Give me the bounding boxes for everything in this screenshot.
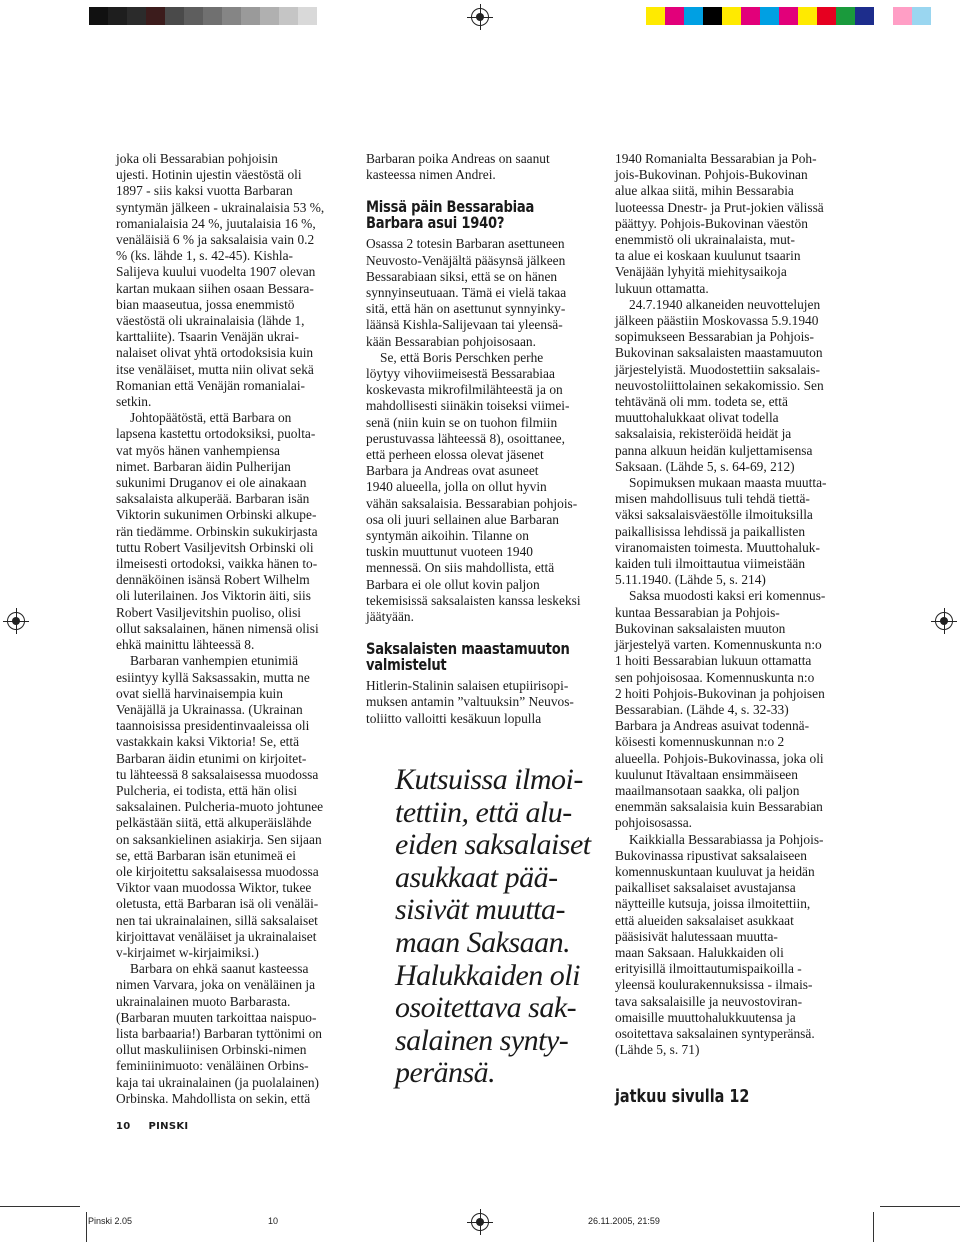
text-line: Bessarabiaan siksi, että se on hänen	[366, 268, 558, 284]
text-line: Barbara on ehkä saanut kasteessa	[130, 961, 309, 977]
text-line: pääsisivät halutessaan muutta-	[615, 928, 778, 944]
text-line: Kaikkialla Bessarabiassa ja Pohjois-	[629, 831, 824, 847]
text-line: että perheen elossa olevat jäsenet	[366, 447, 544, 463]
text-line: asukkaat pää-	[395, 860, 558, 894]
text-line: vähän saksalaisia. Bessarabian pohjois-	[366, 495, 578, 511]
text-line: läänsä Kishla-Salijevaan tai yleensä-	[366, 317, 563, 333]
color-swatch	[298, 7, 317, 25]
text-line: taannoisissa presidentinvaaleissa oli	[116, 718, 310, 734]
text-line: % (ks. lähde 1, s. 42-45). Kishla-	[116, 248, 294, 264]
text-line: Barbaran poika Andreas on saanut	[366, 151, 550, 166]
text-line: saksalaista alkuperää. Barbaran isän	[116, 491, 310, 507]
color-swatch	[222, 7, 241, 25]
text-line: luoteessa Dnestr- ja Prut-jokien välissä	[615, 199, 824, 215]
text-line: lista barbaaria!) Barbaran tyttönimi on	[116, 1025, 322, 1041]
text-line: tekemisissä saksalaisten kanssa leskeksi	[366, 592, 581, 608]
text-line: nimet. Barbaran äidin Pulherijan	[116, 458, 291, 474]
text-line: erityisillä ilmoittautumispaikoilla -	[615, 961, 802, 977]
text-line: venäläisiä 6 % ja saksalaisia vain 0.2	[116, 232, 315, 248]
text-line: ollut maskuliinisen Orbinski-nimen	[116, 1042, 307, 1058]
text-line: on saksankielinen asiakirja. Sen sijaan	[116, 831, 322, 847]
text-line: Orbinska. Mahdollista on sekin, että	[116, 1090, 311, 1106]
text-line: Viktor vaan muodossa Wiktor, tukee	[116, 880, 312, 896]
text-line: se, että Barbaran isän etunimeä ei	[116, 847, 296, 863]
text-line: Bukovinassa ripustivat saksalaiseen	[615, 847, 807, 863]
text-line: Neuvosto-Venäjältä pääsynsä jälkeen	[366, 252, 566, 268]
color-bar-right	[646, 7, 931, 25]
pull-quote	[395, 764, 600, 1090]
section-heading-2: Saksalaisten maastamuuton valmistelut	[366, 639, 570, 675]
text-line: enemmän saksalaisia kuin Bessarabian	[615, 799, 823, 815]
text-line: kartan mukaan siihen osaan Bessara-	[116, 280, 314, 296]
text-line: sitä, että hän on asettunut synnyinky-	[366, 301, 566, 317]
text-line: pohjoisosassa.	[615, 815, 692, 831]
text-line: 1897 - siis kaksi vuotta Barbaran	[116, 183, 293, 199]
text-line: toliitto valloitti kesäkuun lopulla	[366, 710, 542, 726]
color-swatch	[760, 7, 779, 25]
text-line: kaja tai ukrainalainen (ja puolalainen)	[116, 1074, 319, 1090]
color-swatch	[893, 7, 912, 25]
text-line: järjestelyä varten. Komennuskunta n:o	[615, 637, 822, 653]
text-line: romanialaisia 24 %, juutalaisia 16 %,	[116, 215, 316, 231]
text-line: Bessarabian. (Lähde 4, s. 32-33)	[615, 701, 789, 717]
text-line: kuulunut Itävaltaan ensimmäiseen	[615, 766, 798, 782]
text-line: jälkeen päästiin Moskovassa 5.9.1940	[615, 313, 819, 329]
trim-mark	[86, 1212, 87, 1242]
color-swatch	[741, 7, 760, 25]
text-line: 1940 alueella, jolla on ollut hyvin	[366, 479, 547, 495]
trim-mark	[880, 1206, 960, 1207]
text-line: nimen Varvara, joka on venäläinen ja	[116, 977, 316, 993]
text-line: maan Saksaan.	[395, 925, 571, 959]
text-line: paikallisissa lehdissä ja paikallisten	[615, 523, 806, 539]
text-line: syntymän aikoihin. Tilanne on	[366, 528, 529, 544]
color-swatch	[684, 7, 703, 25]
text-line: omaisille muuttohalukkuutensa ja	[615, 1009, 796, 1025]
text-line: Saksaan. (Lähde 5, s. 64-69, 212)	[615, 458, 795, 474]
registration-mark-top-icon	[471, 8, 489, 26]
text-line: komennuskuntaan kuuluvat ja heidän	[615, 863, 815, 879]
text-line: Romanian että Venäjän romanialai-	[116, 377, 306, 393]
text-line: (Lähde 5, s. 71)	[615, 1042, 700, 1058]
color-swatch	[108, 7, 127, 25]
text-line: yleensä koulurakennuksissa - ilmais-	[615, 977, 813, 993]
text-line: (Barbaran muuten tarkoittaa naispuo-	[116, 1009, 317, 1025]
color-swatch	[836, 7, 855, 25]
slug-date: 26.11.2005, 21:59	[588, 1216, 660, 1226]
text-line: kaiden tuli ilmoittautua viimeistään	[615, 556, 806, 572]
color-swatch	[241, 7, 260, 25]
text-line: 24.7.1940 alkaneiden neuvottelujen	[629, 296, 821, 312]
text-line: järjestelyistä. Muodostettiin saksalais-	[615, 361, 820, 377]
text-line: v-kirjaimet w-kirjaimiksi.)	[116, 944, 259, 960]
text-line: väestöstä oli ukrainalaisia (lähde 1,	[116, 313, 305, 329]
magazine-title: PINSKI	[148, 1121, 189, 1132]
text-line: maailmansotaan saakka, oli paljon	[615, 782, 800, 798]
text-line: väksi saksalaisväestölle ilmoituksilla	[615, 507, 813, 523]
text-line: pelkästään siitä, että alkuperäislähde	[116, 815, 312, 831]
text-line: köisesti komennuskunnan n:o 2	[615, 734, 785, 750]
text-line: Barbara ja Andreas ovat asuneet	[366, 463, 539, 479]
text-line: 1 hoiti Bessarabian lukuun ottamatta	[615, 653, 812, 669]
text-line: Bukovinan saksalaisten muuton	[615, 620, 786, 636]
text-line: näytteille kutsuja, joissa ilmoitettiin,	[615, 896, 811, 912]
text-line: lukuun ottamatta.	[615, 280, 709, 296]
text-line: itse venäläiset, mutta niin olivat sekä	[116, 361, 314, 377]
text-line: senä (niin kuin se on tuohon filmiin	[366, 414, 558, 430]
text-line: esiintyy kyllä Saksassakin, mutta ne	[116, 669, 310, 685]
text-line: löytyy vihoviimeisestä Bessarabiaa	[366, 366, 555, 382]
text-line: Osassa 2 totesin Barbaran asettuneen	[366, 236, 565, 252]
color-swatch	[203, 7, 222, 25]
page-number: 10	[116, 1121, 131, 1132]
text-column-2	[366, 151, 594, 727]
continued-on-page: jatkuu sivulla 12	[615, 1086, 750, 1107]
page-folio	[116, 1121, 206, 1132]
text-line: mahdollisesti siinäkin toiseksi viimei-	[366, 398, 570, 414]
text-line: osa oli juuri sellainen alue Barbaran	[366, 511, 559, 527]
text-line: eiden saksalaiset	[395, 828, 591, 862]
text-line: feminiinimuoto: venäläinen Orbins-	[116, 1058, 309, 1074]
text-line: lapsena kastettu ortodoksiksi, puolta-	[116, 426, 316, 442]
text-line: ehkä mainittu lähteessä 8.	[116, 637, 255, 653]
text-line: setkin.	[116, 394, 152, 410]
text-line: Saksa muodosti kaksi eri komennus-	[629, 588, 826, 604]
text-line: nalaiset olivat yhtä ortodoksisia kuin	[116, 345, 314, 361]
text-line: ilmeisesti ortodoksi, vaikka hänen to-	[116, 556, 318, 572]
text-line: Pulcheria, ei todista, että hän olisi	[116, 782, 298, 798]
text-line: Se, että Boris Perschken perhe	[380, 349, 544, 365]
color-swatch	[912, 7, 931, 25]
text-line: tehtävänä oli mm. todeta se, että	[615, 394, 788, 410]
text-line: enemmistö oli ukrainalaista, mut-	[615, 232, 795, 248]
color-swatch	[665, 7, 684, 25]
text-line: Sopimuksen mukaan maasta muutta-	[629, 475, 827, 491]
text-line: vastakkain kaksi Viktoria! Se, että	[116, 734, 300, 750]
color-swatch	[184, 7, 203, 25]
text-line: saksalaisia, rekisteröidä heidät ja	[615, 426, 792, 442]
slug-page: 10	[268, 1216, 279, 1226]
text-line: mennessä. On siis mahdollista, että	[366, 560, 555, 576]
text-line: kään Bessarabian pohjoisosaan.	[366, 333, 536, 349]
text-line: Barbara ei ole ollut kovin paljon	[366, 576, 540, 592]
color-swatch	[127, 7, 146, 25]
color-swatch	[817, 7, 836, 25]
text-line: neuvostoliittolainen sekakomissio. Sen	[615, 377, 824, 393]
section-heading-1: Missä päin Bessarabiaa Barbara asui 1940?	[366, 197, 535, 233]
text-line: sopimukseen Bessarabian ja Pohjois-	[615, 329, 814, 345]
text-line: rän tiedämme. Orbinskin sukukirjasta	[116, 523, 318, 539]
color-swatch	[874, 7, 893, 25]
text-line: Salijeva kuului vuodelta 1907 olevan	[116, 264, 316, 280]
text-line: kirjoittavat venäläiset ja ukrainalaiset	[116, 928, 317, 944]
text-line: sukunimi Druganov ei ole ainakaan	[116, 475, 307, 491]
text-line: kasteessa nimen Andrei.	[366, 167, 496, 183]
text-line: osoitettava saksalainen syntyperänsä.	[615, 1025, 815, 1041]
text-line: Barbaran äidin etunimi on kirjoitet-	[116, 750, 307, 766]
text-line: alueella. Pohjois-Bukovinassa, joka oli	[615, 750, 824, 766]
text-line: Robert Vasiljevitshin puoliso, olisi	[116, 604, 301, 620]
text-line: saksalainen. Pulcheria-muoto johtunee	[116, 799, 324, 815]
text-line: oletusta, että Barbaran isä oli venäläi-	[116, 896, 319, 912]
text-line: osoitettava sak-	[395, 991, 577, 1025]
text-line: ta alue ei koskaan kuulunut tsaarin	[615, 248, 801, 264]
text-line: perustuvassa lähteessä 8), osoittanee,	[366, 430, 565, 446]
text-line: Venäjällä ja Ukrainassa. (Ukrainan	[116, 701, 303, 717]
text-line: bian maaseutua, jossa enemmistö	[116, 296, 295, 312]
registration-mark-bottom-icon	[471, 1213, 489, 1231]
text-line: sen pohjoisosaa. Komennuskunta n:o	[615, 669, 815, 685]
trim-mark	[873, 1212, 874, 1242]
color-swatch	[146, 7, 165, 25]
text-line: oli luterilainen. Jos Viktorin äiti, siis	[116, 588, 311, 604]
text-column-3	[615, 151, 843, 1058]
color-swatch	[165, 7, 184, 25]
text-line: viranomaisten toimesta. Muuttohaluk-	[615, 539, 820, 555]
text-line: Bukovinan saksalaisten maastamuuton	[615, 345, 823, 361]
text-line: 1940 Romanialta Bessarabian ja Poh-	[615, 151, 817, 166]
text-line: Barbara ja Andreas asuivat todennä-	[615, 718, 810, 734]
color-bar-left	[89, 7, 317, 25]
text-line: syntymän jälkeen - ukrainalaisia 53 %,	[116, 199, 325, 215]
slug-file: Pinski 2.05	[88, 1216, 133, 1226]
color-swatch	[703, 7, 722, 25]
text-line: misen mahdollisuus tuli tehdä tiettä-	[615, 491, 810, 507]
text-line: tuttu Robert Vasiljevitsh Orbinski oli	[116, 539, 314, 555]
text-line: ovat siellä harvinaisempia kuin	[116, 685, 283, 701]
text-line: joka oli Bessarabian pohjoisin	[116, 151, 278, 166]
trim-mark	[0, 1206, 80, 1207]
text-line: jäätyään.	[366, 609, 414, 625]
color-swatch	[798, 7, 817, 25]
color-swatch	[779, 7, 798, 25]
text-line: paikalliset saksalaiset avustajansa	[615, 880, 796, 896]
text-line: peränsä.	[395, 1056, 496, 1090]
text-line: 5.11.1940. (Lähde 5, s. 214)	[615, 572, 766, 588]
color-swatch	[722, 7, 741, 25]
text-line: maan Saksaan. Halukkaiden oli	[615, 944, 784, 960]
text-line: Johtopäätöstä, että Barbara on	[130, 410, 292, 426]
text-line: Barbaran vanhempien etunimiä	[130, 653, 299, 669]
color-swatch	[279, 7, 298, 25]
text-line: panna alkuun heidän kuljettamisensa	[615, 442, 813, 458]
text-line: päättyy. Pohjois-Bukovinan väestön	[615, 215, 808, 231]
color-swatch	[89, 7, 108, 25]
text-line: ujesti. Hotinin ujestin väestöstä oli	[116, 167, 302, 183]
text-line: ukrainalainen muoto Barbarasta.	[116, 993, 291, 1009]
text-line: Viktorin sukunimen Orbinski alkupe-	[116, 507, 317, 523]
text-line: Hitlerin-Stalinin salaisen etupiirisopi-	[366, 678, 569, 694]
text-line: nen tai ukrainalainen, sillä saksalaiset	[116, 912, 318, 928]
text-line: vat myös hänen vanhempiensa	[116, 442, 280, 458]
text-line: että alueiden saksalaiset asukkaat	[615, 912, 794, 928]
text-line: Halukkaiden oli	[395, 958, 580, 992]
text-line: synnyinseutuaan. Tämä ei vielä takaa	[366, 285, 567, 301]
color-swatch	[260, 7, 279, 25]
text-line: muuttohalukkaat olivat todella	[615, 410, 779, 426]
registration-mark-right-icon	[935, 612, 953, 630]
text-line: tettiin, että alu-	[395, 795, 572, 829]
text-line: alue alkaa siitä, mihin Bessarabia	[615, 183, 794, 199]
text-line: 2 hoiti Pohjois-Bukovinan ja pohjoisen	[615, 685, 825, 701]
color-swatch	[646, 7, 665, 25]
text-line: ollut saksalainen, hänen nimensä olisi	[116, 620, 319, 636]
text-line: tava saksalaisille ja neuvostoviran-	[615, 993, 803, 1009]
text-line: tu lähteessä 8 saksalaisessa muodossa	[116, 766, 319, 782]
text-line: kuntaa Bessarabian ja Pohjois-	[615, 604, 780, 620]
text-line: ole kirjoitettu saksalaisessa muodossa	[116, 863, 319, 879]
text-line: Venäjään lyhyitä miehitysaikoja	[615, 264, 787, 280]
text-line: tuskin muuttunut vuoteen 1940	[366, 544, 534, 560]
registration-mark-left-icon	[7, 612, 25, 630]
text-line: salainen synty-	[395, 1023, 569, 1057]
text-line: karttaliite). Tsaarin Venäjän ukrai-	[116, 329, 299, 345]
text-line: jois-Bukovinan. Pohjois-Bukovinan	[615, 167, 808, 183]
text-line: dennäköinen isänsä Robert Wilhelm	[116, 572, 310, 588]
text-line: sisivät muutta-	[395, 893, 565, 927]
color-swatch	[855, 7, 874, 25]
text-line: muksen antamin ”valtuuksin” Neuvos-	[366, 694, 574, 710]
text-column-1	[116, 151, 344, 1107]
text-line: Kutsuissa ilmoi-	[395, 763, 583, 796]
text-line: koskevasta mikrofilmilähteestä ja on	[366, 382, 563, 398]
